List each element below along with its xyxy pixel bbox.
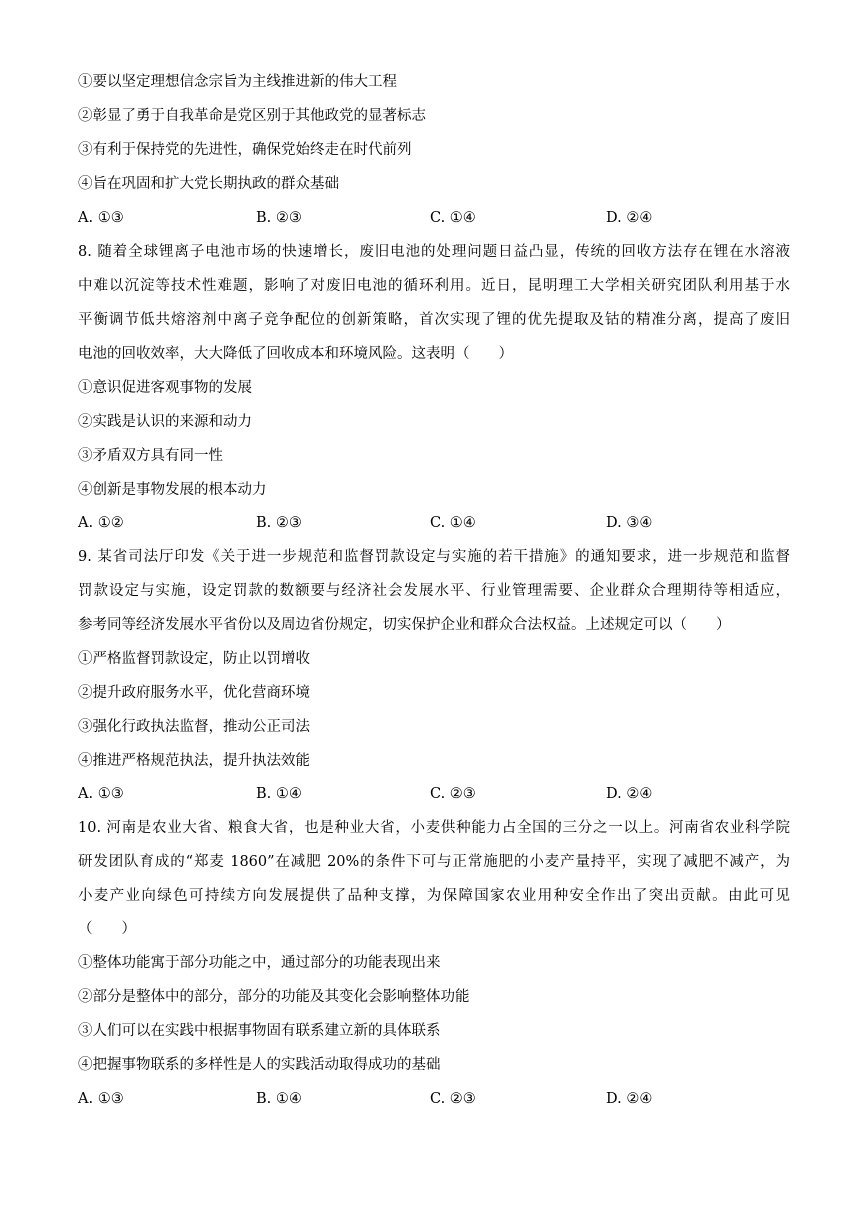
- q7-statement-2: ②彰显了勇于自我革命是党区别于其他政党的显著标志: [78, 108, 426, 124]
- q8-stem-line-2: 中难以沉淀等技术性难题，影响了对废旧电池的循环利用。近日，昆明理工大学相关研究团队利用基于水: [78, 278, 790, 294]
- q10-option-c[interactable]: C. ②③: [430, 1091, 476, 1107]
- q9-options: [78, 784, 790, 804]
- q10-stem-line-4: （ ）: [78, 921, 136, 937]
- q8-option-b[interactable]: B. ②③: [256, 515, 302, 531]
- q7-option-c[interactable]: C. ①④: [430, 210, 476, 226]
- q9-statement-3: ③强化行政执法监督，推动公正司法: [78, 719, 310, 735]
- q9-option-b[interactable]: B. ①④: [256, 786, 302, 802]
- q7-option-d[interactable]: D. ②④: [606, 210, 653, 226]
- q10-statement-2: ②部分是整体中的部分，部分的功能及其变化会影响整体功能: [78, 989, 470, 1005]
- q10-option-d[interactable]: D. ②④: [606, 1091, 653, 1107]
- q8-statement-3: ③矛盾双方具有同一性: [78, 448, 223, 464]
- q10-statement-3: ③人们可以在实践中根据事物固有联系建立新的具体联系: [78, 1023, 441, 1039]
- q9-option-c[interactable]: C. ②③: [430, 786, 476, 802]
- q10-option-b[interactable]: B. ①④: [256, 1091, 302, 1107]
- q10-statement-1: ①整体功能寓于部分功能之中，通过部分的功能表现出来: [78, 955, 441, 971]
- q8-statement-4: ④创新是事物发展的根本动力: [78, 482, 267, 498]
- q7-statement-4: ④旨在巩固和扩大党长期执政的群众基础: [78, 176, 339, 192]
- q7-options: [78, 208, 790, 228]
- q9-stem-line-2: 罚款设定与实施，设定罚款的数额要与经济社会发展水平、行业管理需要、企业群众合理期待等相适应，: [78, 583, 790, 599]
- q10-statement-4: ④把握事物联系的多样性是人的实践活动取得成功的基础: [78, 1057, 441, 1073]
- q9-option-d[interactable]: D. ②④: [606, 786, 653, 802]
- q10-stem-line-3: 小麦产业向绿色可持续方向发展提供了品种支撑，为保障国家农业用种安全作出了突出贡献。由此可见: [78, 888, 790, 904]
- q9-statement-2: ②提升政府服务水平，优化营商环境: [78, 685, 310, 701]
- q8-statement-1: ①意识促进客观事物的发展: [78, 380, 252, 396]
- q8-statement-2: ②实践是认识的来源和动力: [78, 414, 252, 430]
- q9-statement-4: ④推进严格规范执法，提升执法效能: [78, 753, 310, 769]
- q10-option-a[interactable]: A. ①③: [78, 1091, 124, 1107]
- q8-options: [78, 513, 790, 533]
- q9-stem-line-3: 参考同等经济发展水平省份以及周边省份规定，切实保护企业和群众合法权益。上述规定可以（ ）: [78, 617, 731, 633]
- q7-statement-3: ③有利于保持党的先进性，确保党始终走在时代前列: [78, 142, 412, 158]
- q7-statement-1: ①要以坚定理想信念宗旨为主线推进新的伟大工程: [78, 74, 397, 90]
- q10-stem-line-1: 10. 河南是农业大省、粮食大省，也是种业大省，小麦供种能力占全国的三分之一以上。河南省农业科学院: [78, 820, 790, 836]
- q9-option-a[interactable]: A. ①③: [78, 786, 124, 802]
- q8-stem-line-3: 平衡调节低共熔溶剂中离子竞争配位的创新策略，首次实现了锂的优先提取及钴的精准分离，提高了废旧: [78, 312, 790, 328]
- q7-option-a[interactable]: A. ①③: [78, 210, 124, 226]
- q8-stem-line-1: 8. 随着全球锂离子电池市场的快速增长，废旧电池的处理问题日益凸显，传统的回收方法存在锂在水溶液: [78, 244, 790, 260]
- q9-statement-1: ①严格监督罚款设定，防止以罚增收: [78, 651, 310, 667]
- q8-option-d[interactable]: D. ③④: [606, 515, 653, 531]
- q8-option-c[interactable]: C. ①④: [430, 515, 476, 531]
- q7-option-b[interactable]: B. ②③: [256, 210, 302, 226]
- q10-stem-line-2: 研发团队育成的“郑麦 1860”在减肥 20%的条件下可与正常施肥的小麦产量持平，实现了减肥不减产，为: [78, 854, 790, 870]
- q10-options: [78, 1089, 790, 1109]
- q8-option-a[interactable]: A. ①②: [78, 515, 124, 531]
- q8-stem-line-4: 电池的回收效率，大大降低了回收成本和环境风险。这表明（ ）: [78, 346, 513, 362]
- q9-stem-line-1: 9. 某省司法厅印发《关于进一步规范和监督罚款设定与实施的若干措施》的通知要求，进一步规范和监督: [78, 549, 790, 565]
